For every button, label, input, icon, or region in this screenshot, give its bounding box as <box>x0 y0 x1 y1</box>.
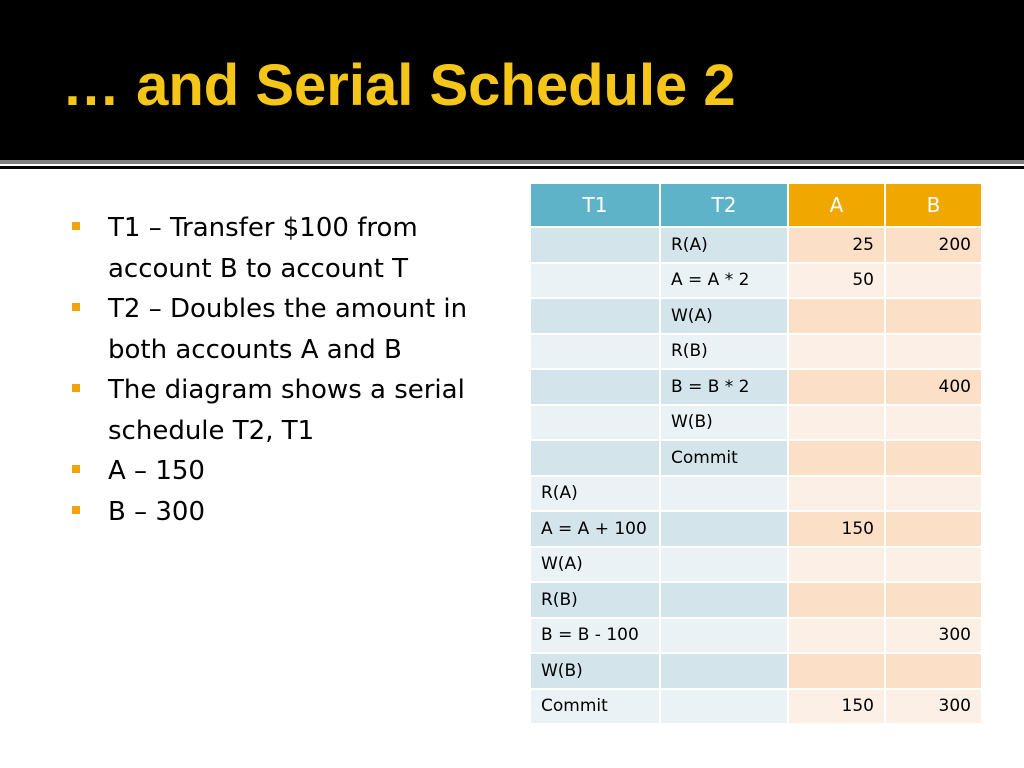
bullet-square-icon <box>72 465 80 473</box>
bullet-square-icon <box>72 506 80 514</box>
cell-t2 <box>660 689 788 725</box>
bullet-text: B – 300 <box>108 496 205 527</box>
cell-b: 300 <box>885 618 982 654</box>
bullet-text: The diagram shows a serial schedule T2, T1 <box>108 375 465 446</box>
table-row <box>530 511 982 547</box>
table-row <box>530 689 982 725</box>
cell-t1: R(A) <box>530 476 660 512</box>
cell-t2: W(A) <box>660 298 788 334</box>
table-row <box>530 440 982 476</box>
cell-a: 25 <box>788 227 885 263</box>
cell-t1 <box>530 405 660 441</box>
header-a: A <box>788 183 885 227</box>
cell-t2: B = B * 2 <box>660 369 788 405</box>
cell-a: 150 <box>788 689 885 725</box>
cell-a <box>788 334 885 370</box>
header-t1: T1 <box>530 183 660 227</box>
cell-t1 <box>530 227 660 263</box>
cell-t1 <box>530 298 660 334</box>
cell-t1 <box>530 440 660 476</box>
bullet-item <box>72 370 472 451</box>
cell-a <box>788 369 885 405</box>
cell-a: 150 <box>788 511 885 547</box>
cell-b: 300 <box>885 689 982 725</box>
cell-a <box>788 298 885 334</box>
cell-b <box>885 511 982 547</box>
cell-t1: W(A) <box>530 547 660 583</box>
cell-b <box>885 440 982 476</box>
table-row <box>530 298 982 334</box>
schedule-body <box>530 227 982 724</box>
cell-a <box>788 653 885 689</box>
bullet-item <box>72 492 472 533</box>
cell-t2 <box>660 618 788 654</box>
title-divider <box>0 160 1024 164</box>
bullet-item <box>72 208 472 289</box>
slide-title: … and Serial Schedule 2 <box>62 53 736 118</box>
cell-a <box>788 582 885 618</box>
cell-t2: Commit <box>660 440 788 476</box>
cell-t1 <box>530 334 660 370</box>
table-row <box>530 582 982 618</box>
bullet-square-icon <box>72 384 80 392</box>
cell-b <box>885 298 982 334</box>
cell-t2 <box>660 547 788 583</box>
cell-b <box>885 547 982 583</box>
cell-a <box>788 405 885 441</box>
cell-b <box>885 405 982 441</box>
cell-t2 <box>660 511 788 547</box>
cell-a <box>788 547 885 583</box>
cell-t1: A = A + 100 <box>530 511 660 547</box>
cell-t1 <box>530 369 660 405</box>
bullet-item <box>72 451 472 492</box>
cell-b <box>885 334 982 370</box>
cell-a <box>788 618 885 654</box>
header-t2: T2 <box>660 183 788 227</box>
table-row <box>530 334 982 370</box>
cell-t2: A = A * 2 <box>660 263 788 299</box>
cell-t1: B = B - 100 <box>530 618 660 654</box>
cell-b <box>885 263 982 299</box>
bullet-square-icon <box>72 303 80 311</box>
table-row <box>530 227 982 263</box>
cell-b <box>885 653 982 689</box>
table-row <box>530 263 982 299</box>
table-row <box>530 369 982 405</box>
cell-t2: W(B) <box>660 405 788 441</box>
table-header-row <box>530 183 982 227</box>
cell-a <box>788 440 885 476</box>
table-row <box>530 405 982 441</box>
cell-t2 <box>660 582 788 618</box>
cell-b: 200 <box>885 227 982 263</box>
cell-a <box>788 476 885 512</box>
bullet-square-icon <box>72 222 80 230</box>
cell-b <box>885 582 982 618</box>
table-row <box>530 547 982 583</box>
cell-t2 <box>660 653 788 689</box>
cell-t2: R(B) <box>660 334 788 370</box>
bullet-text: T2 – Doubles the amount in both accounts A and B <box>108 294 468 365</box>
title-divider-dark <box>0 166 1024 169</box>
cell-t2 <box>660 476 788 512</box>
cell-b <box>885 476 982 512</box>
table-row <box>530 476 982 512</box>
cell-t1: Commit <box>530 689 660 725</box>
bullet-list <box>72 208 472 532</box>
bullet-item <box>72 289 472 370</box>
bullet-text: T1 – Transfer $100 from account B to account T <box>108 213 418 284</box>
schedule-table <box>529 182 983 725</box>
cell-t1 <box>530 263 660 299</box>
cell-a: 50 <box>788 263 885 299</box>
table-row <box>530 618 982 654</box>
cell-t1: R(B) <box>530 582 660 618</box>
bullet-text: A – 150 <box>108 456 205 486</box>
cell-t1: W(B) <box>530 653 660 689</box>
cell-t2: R(A) <box>660 227 788 263</box>
cell-b: 400 <box>885 369 982 405</box>
table-row <box>530 653 982 689</box>
header-b: B <box>885 183 982 227</box>
